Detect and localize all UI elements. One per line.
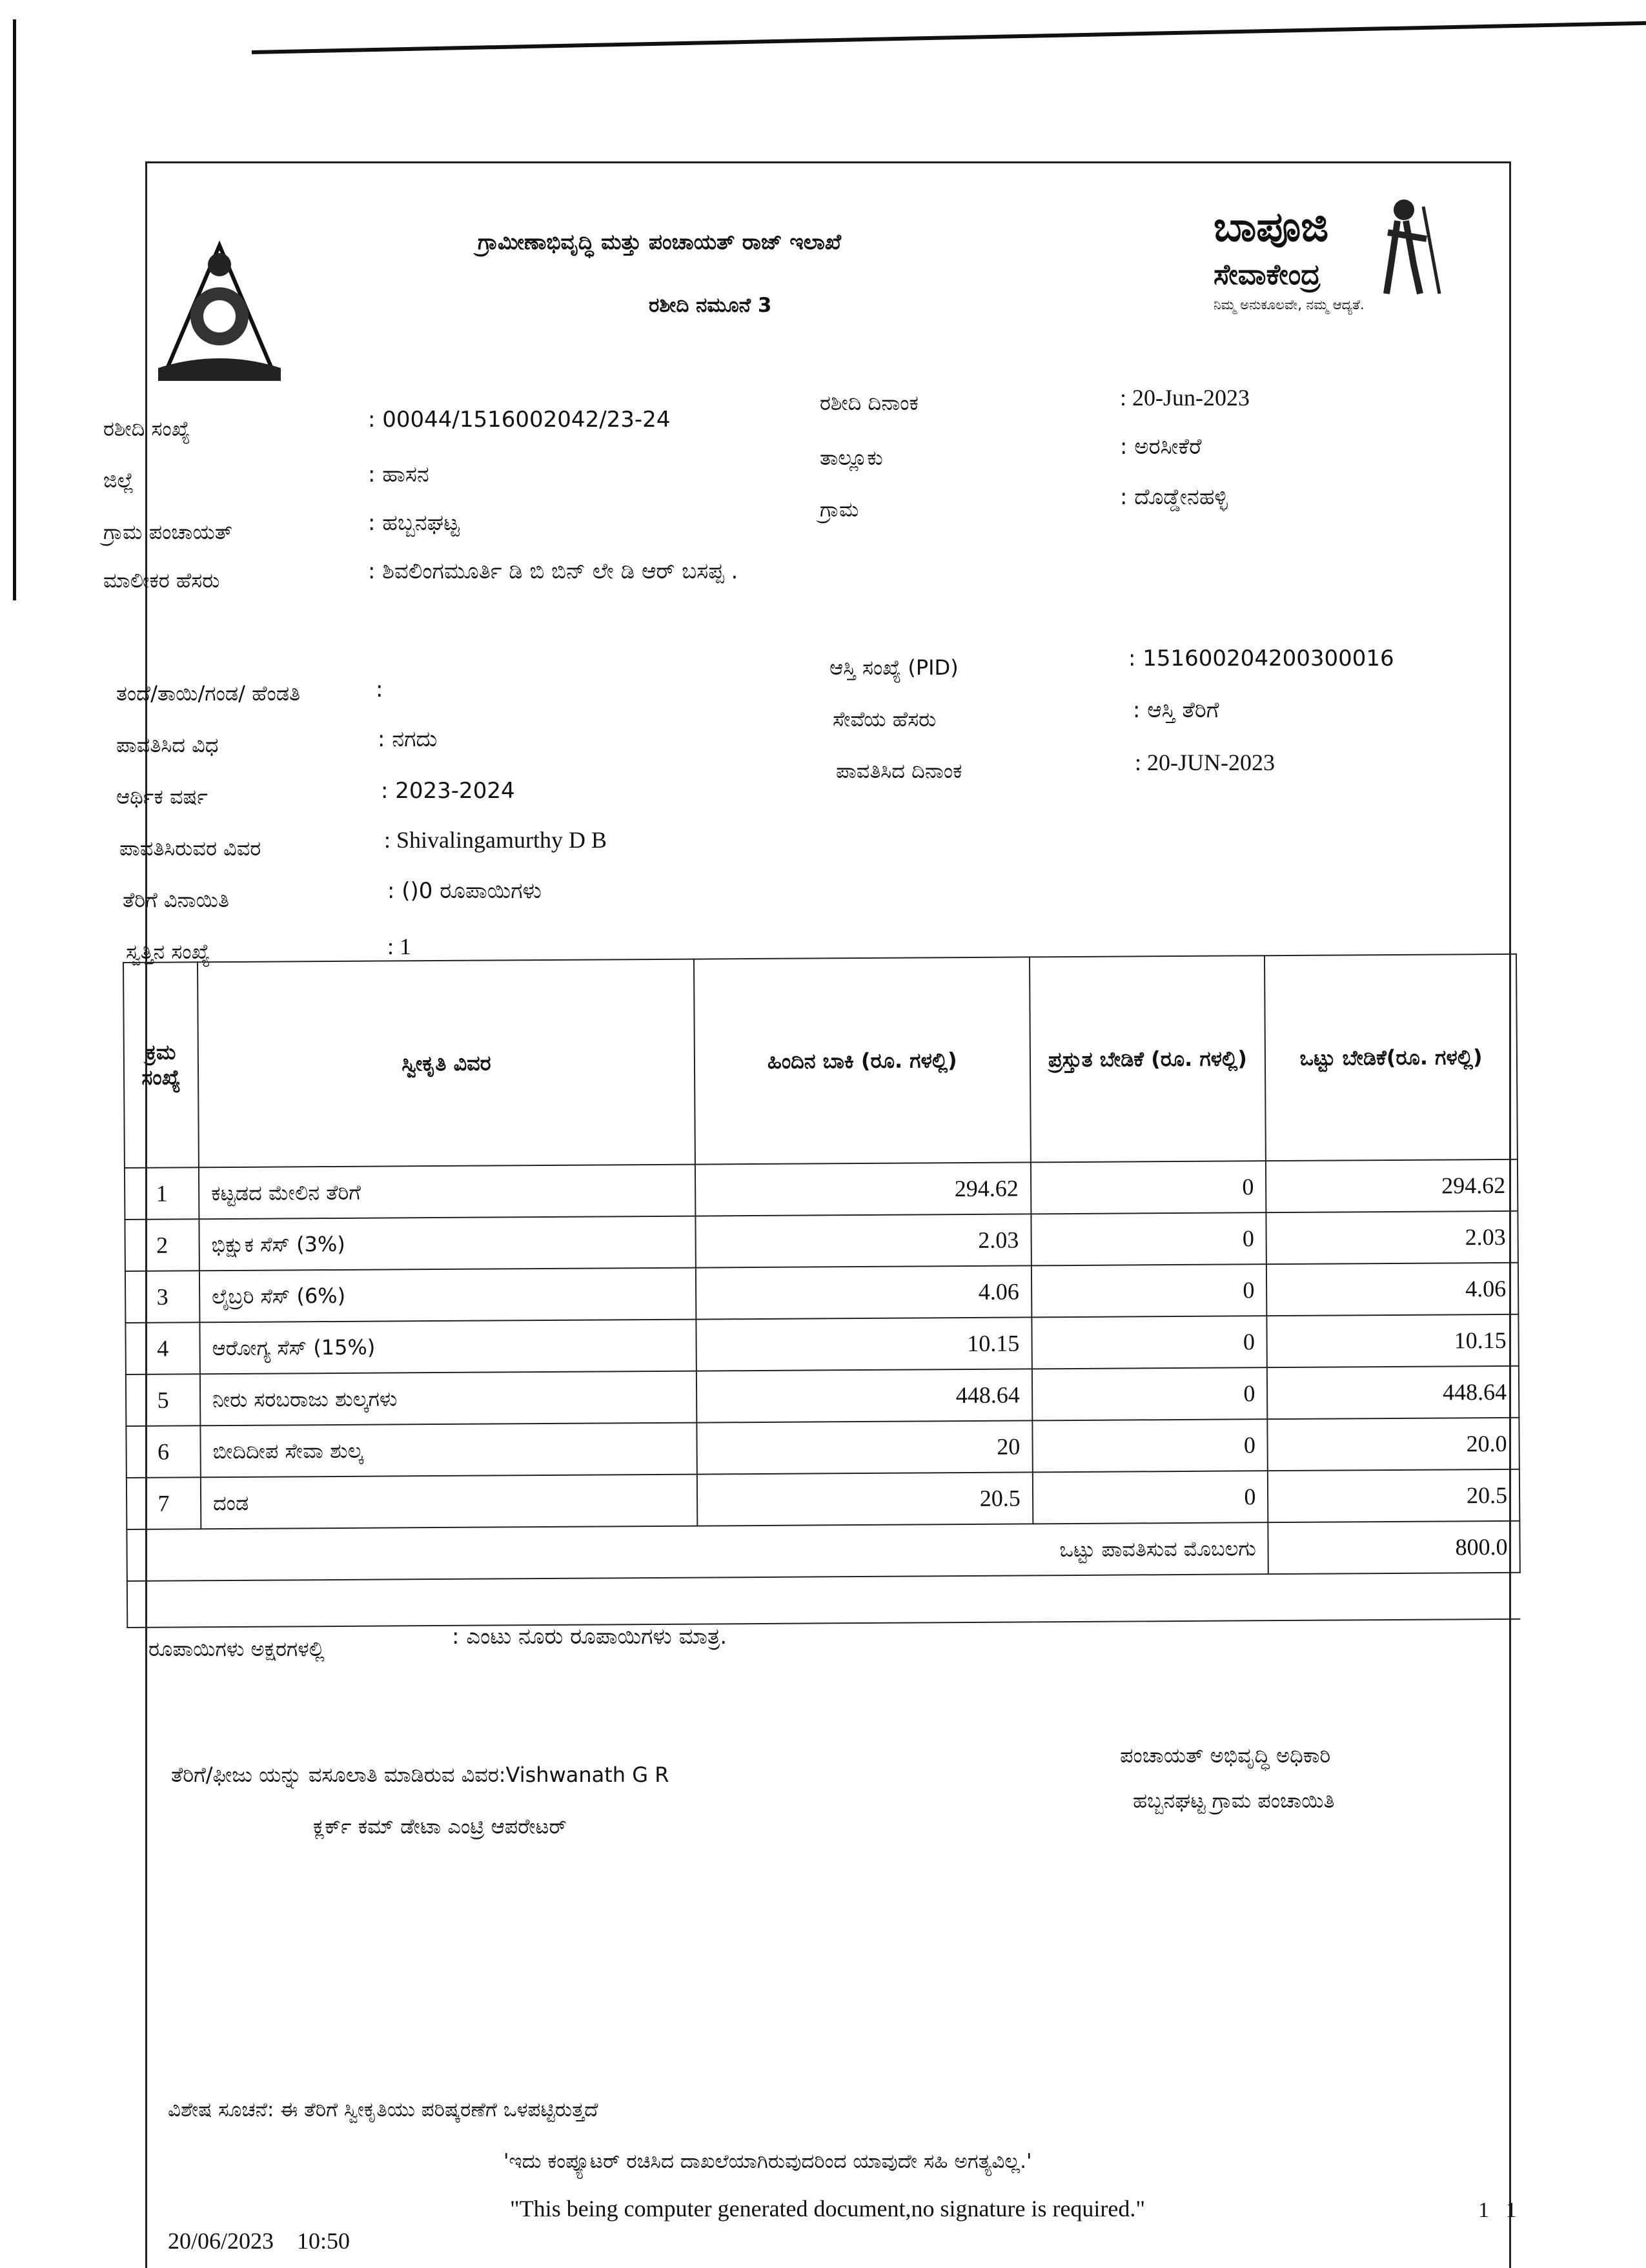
village-value: : ದೊಡ್ಡೇನಹಳ್ಳಿ bbox=[1120, 484, 1228, 510]
village-label: ಗ್ರಾಮ bbox=[820, 497, 859, 522]
property-count-label: ಸ್ವತ್ತಿನ ಸಂಖ್ಯೆ bbox=[126, 939, 210, 964]
owner-value: : ಶಿವಲಿಂಗಮೂರ್ತಿ ಡಿ ಬಿ ಬಿನ್ ಲೇ ಡಿ ಆರ್ ಬಸಪ್ಪ . bbox=[368, 558, 738, 584]
table-row bbox=[127, 1469, 1519, 1529]
table-row bbox=[126, 1418, 1519, 1478]
row-desc: ಆರೋಗ್ಯ ಸೆಸ್ (15%) bbox=[199, 1320, 696, 1374]
row-desc: ನೀರು ಸರಬರಾಜು ಶುಲ್ಕಗಳು bbox=[200, 1371, 697, 1426]
row-prev: 4.06 bbox=[696, 1265, 1031, 1319]
pay-date-value: : 20-JUN-2023 bbox=[1135, 750, 1275, 775]
service-value: : ಆಸ್ತಿ ತೆರಿಗೆ bbox=[1133, 697, 1219, 723]
total-value: 800.0 bbox=[1268, 1521, 1520, 1574]
fin-year-value: : 2023-2024 bbox=[381, 778, 515, 804]
table-row bbox=[125, 1314, 1518, 1374]
print-timestamp: 20/06/2023 10:50 bbox=[168, 2228, 351, 2254]
row-curr: 0 bbox=[1031, 1316, 1267, 1369]
scan-edge-left bbox=[13, 19, 16, 600]
logo-title: ಬಾಪೂಜಿ bbox=[1214, 203, 1329, 251]
pay-mode-value: : ನಗದು bbox=[378, 726, 438, 752]
row-prev: 294.62 bbox=[695, 1162, 1031, 1216]
row-total: 2.03 bbox=[1266, 1211, 1518, 1264]
exemption-label: ತೆರಿಗೆ ವಿನಾಯಿತಿ bbox=[123, 888, 229, 912]
district-label: ಜಿಲ್ಲೆ bbox=[103, 468, 134, 493]
row-prev: 20 bbox=[697, 1420, 1033, 1474]
form-title: ರಶೀದಿ ನಮೂನೆ 3 bbox=[649, 294, 772, 317]
gp-value: : ಹಬ್ಬನಘಟ್ಟ bbox=[368, 510, 460, 536]
pay-date-label: ಪಾವತಿಸಿದ ದಿನಾಂಕ bbox=[836, 759, 962, 783]
col-sl-header: ಕ್ರಮ ಸಂಖ್ಯೆ bbox=[123, 962, 199, 1168]
department-title: ಗ್ರಾಮೀಣಾಭಿವೃದ್ಧಿ ಮತ್ತು ಪಂಚಾಯತ್ ರಾಜ್ ಇಲಾಖೆ bbox=[478, 229, 842, 254]
pay-mode-label: ಪಾವತಿಸಿದ ವಿಧ bbox=[116, 733, 219, 757]
total-label: ಒಟ್ಟು ಪಾವತಿಸುವ ಮೊಬಲಗು bbox=[127, 1522, 1268, 1581]
table-row bbox=[126, 1366, 1519, 1426]
gp-label: ಗ್ರಾಮ ಪಂಚಾಯತ್ bbox=[103, 520, 233, 544]
col-curr-header: ಪ್ರಸ್ತುತ ಬೇಡಿಕೆ (ರೂ. ಗಳಲ್ಲಿ) bbox=[1030, 955, 1266, 1162]
service-label: ಸೇವೆಯ ಹೆಸರು bbox=[833, 707, 937, 731]
total-row bbox=[127, 1521, 1519, 1581]
row-prev: 2.03 bbox=[696, 1214, 1031, 1267]
row-desc: ಕಟ್ಟಡದ ಮೇಲಿನ ತೆರಿಗೆ bbox=[199, 1165, 696, 1220]
collector-role: ಕ್ಲರ್ಕ್ ಕಮ್ ಡೇಟಾ ಎಂಟ್ರಿ ಆಪರೇಟರ್ bbox=[313, 1814, 567, 1839]
exemption-value: : ()0 ರೂಪಾಯಿಗಳು bbox=[387, 878, 542, 904]
row-total: 10.15 bbox=[1267, 1314, 1519, 1367]
row-sl: 5 bbox=[126, 1374, 200, 1426]
receipt-no-label: ರಶೀದಿ ಸಂಖ್ಯೆ bbox=[103, 416, 190, 441]
officer-office: ಹಬ್ಬನಘಟ್ಟ ಗ್ರಾಮ ಪಂಚಾಯಿತಿ bbox=[1133, 1788, 1335, 1813]
officer-title: ಪಂಚಾಯತ್ ಅಭಿವೃದ್ಧಿ ಅಧಿಕಾರಿ bbox=[1120, 1743, 1331, 1768]
taluk-value: : ಅರಸೀಕೆರೆ bbox=[1120, 434, 1202, 460]
row-desc: ಲೈಬ್ರರಿ ಸೆಸ್ (6%) bbox=[199, 1268, 696, 1323]
table-spacer-row bbox=[127, 1573, 1520, 1628]
row-curr: 0 bbox=[1031, 1212, 1266, 1265]
table-row bbox=[125, 1160, 1518, 1220]
pid-label: ಆಸ್ತಿ ಸಂಖ್ಯೆ (PID) bbox=[829, 655, 959, 680]
row-total: 20.0 bbox=[1268, 1418, 1519, 1471]
parent-label: ತಂದೆ/ತಾಯಿ/ಗಂಡ/ ಹೆಂಡತಿ bbox=[116, 681, 301, 706]
row-desc: ಬೀದಿದೀಪ ಸೇವಾ ಶುಲ್ಕ bbox=[200, 1423, 697, 1478]
row-total: 4.06 bbox=[1266, 1263, 1518, 1316]
owner-label: ಮಾಲೀಕರ ಹೆಸರು bbox=[103, 568, 220, 593]
col-prev-header: ಹಿಂದಿನ ಬಾಕಿ (ರೂ. ಗಳಲ್ಲಿ) bbox=[694, 957, 1030, 1164]
state-emblem-icon bbox=[145, 220, 294, 387]
page-number: 1 1 bbox=[1478, 2198, 1517, 2222]
row-curr: 0 bbox=[1031, 1161, 1266, 1214]
words-value: : ಎಂಟು ನೂರು ರೂಪಾಯಿಗಳು ಮಾತ್ರ. bbox=[452, 1624, 727, 1650]
gandhi-figure-icon bbox=[1368, 194, 1452, 297]
property-count-value: : 1 bbox=[387, 934, 412, 959]
pid-value: : 151600204200300016 bbox=[1128, 646, 1394, 671]
words-label: ರೂಪಾಯಿಗಳು ಅಕ್ಷರಗಳಲ್ಲಿ bbox=[148, 1637, 325, 1661]
receipt-date-label: ರಶೀದಿ ದಿನಾಂಕ bbox=[820, 391, 919, 415]
row-total: 20.5 bbox=[1268, 1469, 1519, 1522]
collector-line: ತೆರಿಗೆ/ಫೀಜು ಯನ್ನು ವಸೂಲಾತಿ ಮಾಡಿರುವ ವಿವರ:Vishwanath G R bbox=[171, 1762, 669, 1787]
receipt-table bbox=[123, 954, 1521, 1628]
row-sl: 6 bbox=[126, 1425, 200, 1478]
row-total: 448.64 bbox=[1267, 1366, 1519, 1419]
row-curr: 0 bbox=[1032, 1367, 1268, 1420]
scan-edge-top bbox=[252, 21, 1646, 54]
row-curr: 0 bbox=[1031, 1264, 1267, 1317]
row-sl: 2 bbox=[125, 1219, 199, 1271]
table-header-row bbox=[123, 954, 1518, 1168]
payer-label: ಪಾವತಿಸಿರುವರ ವಿವರ bbox=[119, 836, 261, 861]
row-prev: 448.64 bbox=[696, 1369, 1032, 1422]
payer-value: : Shivalingamurthy D B bbox=[384, 827, 607, 853]
row-curr: 0 bbox=[1032, 1471, 1268, 1524]
row-sl: 4 bbox=[125, 1322, 199, 1374]
col-total-header: ಒಟ್ಟು ಬೇಡಿಕೆ(ರೂ. ಗಳಲ್ಲಿ) bbox=[1265, 954, 1518, 1161]
table-row bbox=[125, 1211, 1518, 1271]
special-note: ವಿಶೇಷ ಸೂಚನೆ: ಈ ತೆರಿಗೆ ಸ್ವೀಕೃತಿಯು ಪರಿಷ್ಕರಣೆಗೆ ಒಳಪಟ್ಟಿರುತ್ತದೆ bbox=[168, 2098, 598, 2121]
parent-value: : bbox=[376, 677, 383, 702]
fin-year-label: ಆರ್ಥಿಕ ವರ್ಷ bbox=[116, 784, 208, 809]
receipt-date-value: : 20-Jun-2023 bbox=[1120, 385, 1250, 411]
receipt-no-value: : 00044/1516002042/23-24 bbox=[368, 407, 671, 433]
table-row bbox=[125, 1263, 1518, 1323]
district-value: : ಹಾಸನ bbox=[368, 462, 429, 487]
logo-tagline: ನಿಮ್ಮ ಅನುಕೂಲವೇ, ನಮ್ಮ ಆದ್ಯತೆ. bbox=[1214, 297, 1365, 312]
logo-subtitle: ಸೇವಾಕೇಂದ್ರ bbox=[1214, 258, 1321, 291]
row-prev: 10.15 bbox=[696, 1317, 1032, 1371]
kannada-disclaimer: 'ಇದು ಕಂಪ್ಯೂಟರ್ ರಚಿಸಿದ ದಾಖಲೆಯಾಗಿರುವುದರಿಂದ ಯಾವುದೇ ಸಹಿ ಅಗತ್ಯವಿಲ್ಲ.' bbox=[503, 2150, 1032, 2173]
taluk-label: ತಾಲ್ಲೂಕು bbox=[820, 445, 883, 470]
table-spacer bbox=[127, 1573, 1520, 1628]
row-curr: 0 bbox=[1032, 1419, 1268, 1472]
english-disclaimer: "This being computer generated document,no signature is required." bbox=[510, 2196, 1146, 2222]
row-total: 294.62 bbox=[1266, 1160, 1518, 1212]
row-desc: ದಂಡ bbox=[201, 1475, 698, 1529]
row-sl: 1 bbox=[125, 1167, 199, 1220]
row-sl: 3 bbox=[125, 1271, 199, 1323]
row-desc: ಭಿಕ್ಷುಕ ಸೆಸ್ (3%) bbox=[199, 1216, 696, 1271]
row-sl: 7 bbox=[127, 1477, 201, 1529]
row-prev: 20.5 bbox=[697, 1472, 1033, 1526]
col-desc-header: ಸ್ವೀಕೃತಿ ವಿವರ bbox=[198, 959, 695, 1168]
